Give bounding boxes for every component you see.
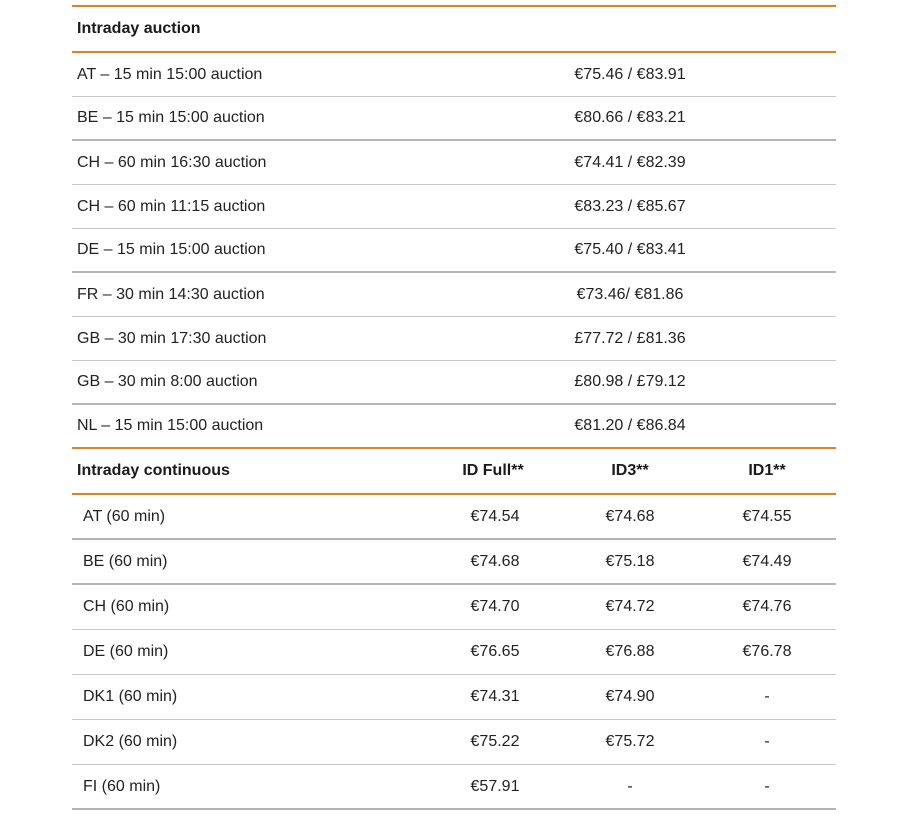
- table-row: [72, 675, 836, 720]
- id-full-value: €74.70: [470, 598, 520, 615]
- id3-value: -: [627, 777, 633, 795]
- id1-value: -: [764, 733, 770, 750]
- continuous-title: Intraday continuous: [72, 449, 424, 495]
- table-row: [72, 405, 836, 449]
- table-row: [72, 185, 836, 229]
- table-row: [72, 97, 836, 141]
- table-row: [72, 141, 836, 185]
- table-row: [72, 585, 836, 630]
- table-row: [72, 273, 836, 317]
- continuous-header: [72, 449, 836, 495]
- auction-label: DE – 15 min 15:00 auction: [77, 241, 266, 258]
- id-full-value: €76.65: [470, 643, 520, 660]
- table-row: [72, 720, 836, 765]
- auction-value: £80.98 / £79.12: [574, 373, 686, 390]
- table-row: [72, 765, 836, 810]
- id-full-value: €57.91: [470, 777, 520, 795]
- table-row: [72, 53, 836, 97]
- id3-value: €74.68: [605, 507, 655, 525]
- id1-value: €74.76: [742, 598, 792, 615]
- auction-label: CH – 60 min 11:15 auction: [77, 197, 266, 215]
- auction-value: €75.40 / €83.41: [574, 241, 686, 258]
- table-row: [72, 540, 836, 585]
- id-full-value: €75.22: [470, 733, 520, 750]
- auction-label: FR – 30 min 14:30 auction: [77, 285, 265, 303]
- id1-value: €76.78: [742, 643, 792, 660]
- auction-label: GB – 30 min 8:00 auction: [77, 373, 258, 390]
- id3-value: €74.72: [605, 598, 655, 615]
- auction-value: £77.72 / £81.36: [574, 329, 686, 347]
- column-header-id-full: ID Full**: [424, 449, 562, 495]
- auction-value: €75.46 / €83.91: [574, 65, 686, 83]
- price-table: [72, 5, 836, 810]
- id1-value: -: [764, 688, 770, 705]
- auction-title: Intraday auction: [77, 20, 201, 37]
- market-name: FI (60 min): [83, 777, 161, 795]
- auction-value: €83.23 / €85.67: [574, 197, 686, 215]
- table-row: [72, 229, 836, 273]
- id-full-value: €74.68: [470, 552, 520, 570]
- id1-value: -: [764, 777, 770, 795]
- auction-label: AT – 15 min 15:00 auction: [77, 65, 263, 83]
- market-name: DK2 (60 min): [83, 733, 178, 750]
- auction-label: BE – 15 min 15:00 auction: [77, 109, 265, 126]
- table-row: [72, 361, 836, 405]
- market-name: CH (60 min): [83, 598, 170, 615]
- id-full-value: €74.31: [470, 688, 520, 705]
- id3-value: €75.72: [605, 733, 655, 750]
- market-name: DK1 (60 min): [83, 688, 178, 705]
- column-header-id1: ID1**: [698, 449, 836, 495]
- auction-label: GB – 30 min 17:30 auction: [77, 329, 267, 347]
- auction-value: €81.20 / €86.84: [574, 417, 686, 434]
- market-name: BE (60 min): [83, 552, 168, 570]
- market-name: DE (60 min): [83, 643, 169, 660]
- table-row: [72, 495, 836, 540]
- auction-label: CH – 60 min 16:30 auction: [77, 153, 267, 171]
- id1-value: €74.49: [742, 552, 792, 570]
- auction-header: [72, 7, 836, 53]
- id3-value: €76.88: [605, 643, 655, 660]
- auction-label: NL – 15 min 15:00 auction: [77, 417, 264, 434]
- auction-value: €80.66 / €83.21: [574, 109, 686, 126]
- id-full-value: €74.54: [470, 507, 520, 525]
- id1-value: €74.55: [742, 507, 792, 525]
- id3-value: €75.18: [605, 552, 655, 570]
- table-row: [72, 630, 836, 675]
- column-header-id3: ID3**: [562, 449, 698, 495]
- auction-value: €74.41 / €82.39: [574, 153, 686, 171]
- market-name: AT (60 min): [83, 507, 166, 525]
- auction-value: €73.46/ €81.86: [576, 285, 684, 303]
- table-row: [72, 317, 836, 361]
- id3-value: €74.90: [605, 688, 655, 705]
